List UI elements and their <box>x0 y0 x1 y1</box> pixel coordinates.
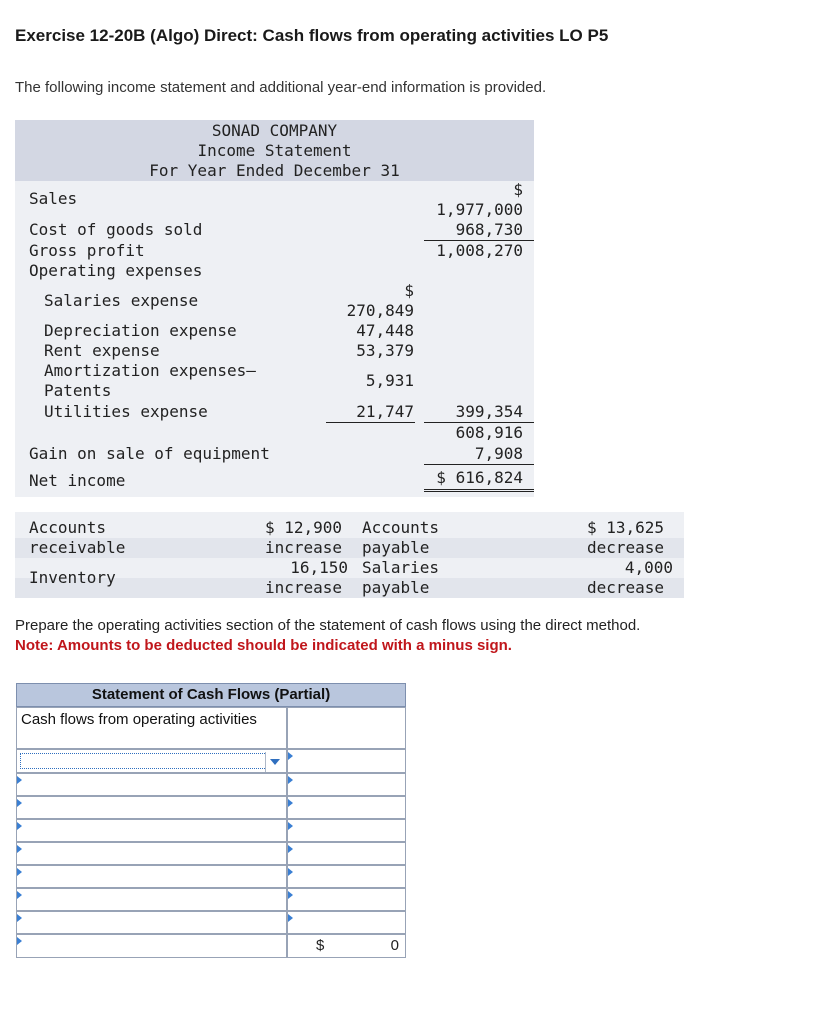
depreciation-value: 47,448 <box>356 321 414 340</box>
line-item-amount-input[interactable] <box>287 865 406 888</box>
sp-label-line1: Salaries <box>362 558 440 577</box>
instructions-note: Note: Amounts to be deducted should be indicated with a minus sign. <box>15 637 512 654</box>
salaries-value: 270,849 <box>346 301 414 320</box>
net-income-value: $ 616,824 <box>436 468 523 487</box>
amortization-label-line2: Patents <box>44 381 112 400</box>
opex-label: Operating expenses <box>29 261 203 280</box>
line-item-select[interactable] <box>16 819 287 842</box>
amortization-label-line1: Amortization expenses– <box>44 361 256 380</box>
input-marker-icon <box>17 799 22 807</box>
line-item-select-field[interactable] <box>20 753 283 769</box>
salaries-label: Salaries expense <box>44 291 199 310</box>
statement-name: Income Statement <box>197 141 352 160</box>
sp-value: 4,000 <box>624 558 673 577</box>
statement-period: For Year Ended December 31 <box>149 161 400 180</box>
inventory-change: increase <box>265 578 343 597</box>
utilities-value: 21,747 <box>356 402 414 421</box>
total-amount-cell <box>287 934 406 958</box>
line-item-select[interactable] <box>16 888 287 911</box>
ap-change: decrease <box>587 538 665 557</box>
section-label: Cash flows from operating activities <box>21 711 257 728</box>
cogs-label: Cost of goods sold <box>29 220 203 239</box>
ap-label-line1: Accounts <box>362 518 440 537</box>
rent-value: 53,379 <box>356 341 414 360</box>
line-item-select[interactable] <box>16 773 287 796</box>
net-income-label: Net income <box>29 471 126 490</box>
dropdown-button[interactable] <box>265 752 283 772</box>
line-item-amount-input[interactable] <box>287 749 406 773</box>
chevron-down-icon <box>270 759 280 765</box>
inventory-label: Inventory <box>29 568 116 587</box>
ar-label-line2: receivable <box>29 538 126 557</box>
line-item-select[interactable] <box>16 911 287 934</box>
income-statement <box>15 120 534 497</box>
input-marker-icon <box>288 845 293 853</box>
line-item-select[interactable] <box>16 796 287 819</box>
salaries-currency: $ <box>404 281 414 300</box>
input-marker-icon <box>288 822 293 830</box>
total-value: 0 <box>390 937 399 954</box>
ap-value: $ 13,625 <box>587 518 665 537</box>
section-label-cell <box>16 707 287 749</box>
inventory-value: 16,150 <box>290 558 348 577</box>
income-statement-header <box>15 120 534 181</box>
cogs-value: 968,730 <box>455 220 523 239</box>
input-marker-icon <box>17 776 22 784</box>
rent-label: Rent expense <box>44 341 160 360</box>
ar-value: $ 12,900 <box>265 518 343 537</box>
line-item-amount-input[interactable] <box>287 842 406 865</box>
line-item-amount-input[interactable] <box>287 911 406 934</box>
input-marker-icon <box>17 914 22 922</box>
depreciation-label: Depreciation expense <box>44 321 237 340</box>
company-name: SONAD COMPANY <box>211 121 338 140</box>
subtotal-value: 608,916 <box>455 423 523 442</box>
input-marker-icon <box>17 937 22 945</box>
input-marker-icon <box>288 776 293 784</box>
income-statement-body <box>15 181 534 497</box>
amortization-value: 5,931 <box>365 371 414 390</box>
input-marker-icon <box>17 891 22 899</box>
utilities-underline <box>326 422 415 423</box>
total-opex-value: 399,354 <box>455 402 523 421</box>
additional-information <box>15 512 684 598</box>
instructions-text: Prepare the operating activities section of the statement of cash flows using the direct method. <box>15 617 641 634</box>
input-marker-icon <box>288 891 293 899</box>
total-label-input[interactable] <box>16 934 287 958</box>
line-item-amount-input[interactable] <box>287 888 406 911</box>
line-item-amount-input[interactable] <box>287 773 406 796</box>
ar-change: increase <box>265 538 343 557</box>
gain-underline <box>424 464 534 465</box>
line-item-select[interactable] <box>16 865 287 888</box>
input-marker-icon <box>17 822 22 830</box>
sales-label: Sales <box>29 189 78 208</box>
ap-label-line2: payable <box>362 538 430 557</box>
input-marker-icon <box>17 868 22 876</box>
sales-value: 1,977,000 <box>436 200 523 219</box>
input-marker-icon <box>288 868 293 876</box>
intro-text: The following income statement and additional year-end information is provided. <box>15 79 547 96</box>
net-income-double-underline <box>424 489 534 492</box>
gross-profit-value: 1,008,270 <box>436 241 523 260</box>
total-currency: $ <box>316 937 325 954</box>
sales-currency: $ <box>513 180 523 199</box>
line-item-select[interactable] <box>16 842 287 865</box>
cash-flow-table-title: Statement of Cash Flows (Partial) <box>16 683 406 707</box>
input-marker-icon <box>288 752 293 760</box>
sp-label-line2: payable <box>362 578 430 597</box>
line-item-amount-input[interactable] <box>287 796 406 819</box>
gross-profit-label: Gross profit <box>29 241 145 260</box>
input-marker-icon <box>288 914 293 922</box>
ar-label-line1: Accounts <box>29 518 107 537</box>
input-marker-icon <box>288 799 293 807</box>
gain-value: 7,908 <box>474 444 523 463</box>
sp-change: decrease <box>587 578 665 597</box>
cash-flow-table <box>16 683 406 958</box>
line-item-select[interactable] <box>16 749 287 773</box>
section-amount-cell <box>287 707 406 749</box>
gain-label: Gain on sale of equipment <box>29 444 270 463</box>
input-marker-icon <box>17 845 22 853</box>
utilities-label: Utilities expense <box>44 402 208 421</box>
line-item-amount-input[interactable] <box>287 819 406 842</box>
exercise-title: Exercise 12-20B (Algo) Direct: Cash flows from operating activities LO P5 <box>15 26 609 45</box>
